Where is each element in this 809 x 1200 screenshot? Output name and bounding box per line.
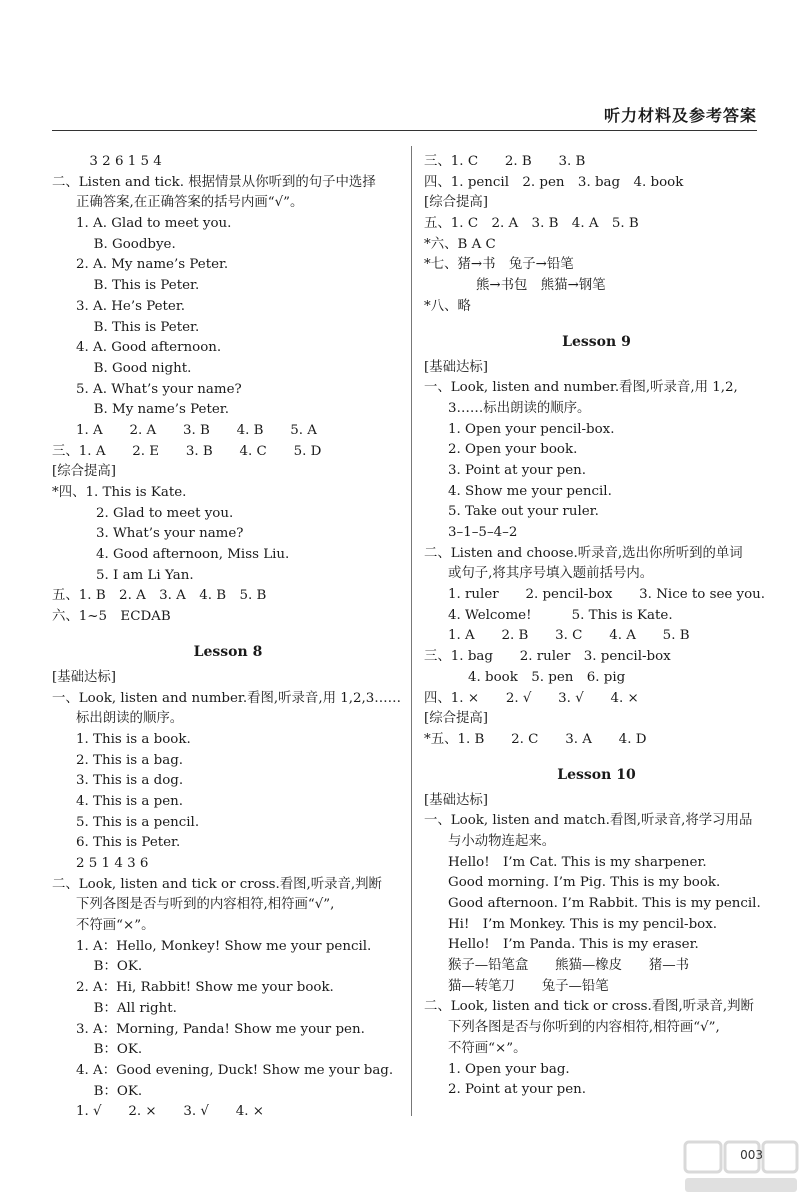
text-line: 三、1. C 2. B 3. B (424, 154, 586, 169)
text-line: 2. Glad to meet you. (96, 505, 234, 521)
text-line: 3. What’s your name? (96, 526, 244, 542)
text-line: 3 2 6 1 5 4 (76, 154, 162, 169)
text-line: B：All right. (76, 1000, 177, 1016)
text-line: Hello! I’m Cat. This is my sharpener. (448, 854, 707, 870)
text-line: *八、略 (424, 298, 471, 314)
text-line: 五、1. C 2. A 3. B 4. A 5. B (424, 216, 639, 232)
text-line: 三、1. A 2. E 3. B 4. C 5. D (52, 443, 322, 459)
column-divider (411, 146, 412, 1116)
text-line: 2. A：Hi, Rabbit! Show me your book. (76, 980, 334, 996)
text-line: [基础达标] (424, 359, 489, 375)
text-line: 2 5 1 4 3 6 (76, 856, 149, 871)
text-line: 三、1. bag 2. ruler 3. pencil-box (424, 649, 671, 665)
header-divider (52, 130, 757, 131)
text-line: B：OK. (76, 1042, 143, 1058)
text-line: 1. This is a book. (76, 731, 191, 747)
text-line: B. This is Peter. (76, 278, 200, 294)
text-line: 或句子,将其序号填入题前括号内。 (448, 566, 654, 582)
text-line: 猫—转笔刀 兔子—铅笔 (448, 978, 609, 994)
lesson-heading: Lesson 9 (562, 333, 631, 350)
text-line: 二、Listen and tick. 根据情景从你听到的句子中选择 (52, 174, 376, 190)
text-line: 正确答案,在正确答案的括号内画“√”。 (76, 195, 304, 211)
text-line: 六、1~5 ECDAB (52, 609, 171, 625)
text-line: 3. Point at your pen. (448, 462, 587, 478)
text-line: 不符画“×”。 (448, 1040, 527, 1056)
text-line: 四、1. × 2. √ 3. √ 4. × (424, 690, 639, 706)
right-column (424, 152, 769, 1101)
text-line: 3. A. He’s Peter. (76, 298, 186, 314)
text-line: *五、1. B 2. C 3. A 4. D (424, 731, 647, 747)
text-line: 二、Look, listen and tick or cross.看图,听录音,判断 (424, 999, 754, 1015)
watermark-logo (681, 1138, 801, 1196)
text-line: 熊→书包 熊猫→钢笔 (476, 278, 606, 294)
text-line: B：OK. (76, 959, 143, 975)
text-line: 与小动物连起来。 (448, 833, 556, 849)
text-line: Hi! I’m Monkey. This is my pencil-box. (448, 916, 718, 932)
text-line: 5. A. What’s your name? (76, 381, 242, 397)
text-line: 3……标出朗读的顺序。 (448, 400, 591, 416)
text-line: 4. A. Good afternoon. (76, 340, 222, 356)
text-line: B. This is Peter. (76, 319, 200, 335)
text-line: [综合提高] (424, 195, 489, 211)
lesson-heading: Lesson 10 (557, 766, 636, 783)
text-line: 下列各图是否与你听到的内容相符,相符画“√”, (448, 1020, 720, 1036)
text-line: B：OK. (76, 1083, 143, 1099)
text-line: 下列各图是否与听到的内容相符,相符画“√”, (76, 897, 335, 913)
text-line: 四、1. pencil 2. pen 3. bag 4. book (424, 174, 684, 190)
text-line: 4. Good afternoon, Miss Liu. (96, 547, 290, 563)
text-line: 6. This is Peter. (76, 835, 181, 851)
text-line: 3–1–5–4–2 (448, 525, 518, 540)
text-line: 一、Look, listen and match.看图,听录音,将学习用品 (424, 813, 753, 829)
text-line: 4. Show me your pencil. (448, 483, 612, 499)
text-line: B. Goodbye. (76, 236, 176, 252)
text-line: 2. A. My name’s Peter. (76, 257, 229, 273)
text-line: Good afternoon. I’m Rabbit. This is my pencil. (448, 896, 761, 911)
text-line: 5. This is a pencil. (76, 814, 200, 830)
text-line: 二、Look, listen and tick or cross.看图,听录音,判断 (52, 876, 382, 892)
text-line: 4. This is a pen. (76, 793, 184, 809)
text-line: 1. A：Hello, Monkey! Show me your pencil. (76, 938, 372, 954)
text-line: 1. √ 2. × 3. √ 4. × (76, 1104, 264, 1120)
text-line: 一、Look, listen and number.看图,听录音,用 1,2, (424, 380, 738, 396)
text-line: [基础达标] (424, 792, 489, 808)
text-line: B. My name’s Peter. (76, 402, 229, 418)
text-line: Good morning. I’m Pig. This is my book. (448, 875, 721, 891)
text-line: 1. A 2. A 3. B 4. B 5. A (76, 422, 317, 438)
text-line: [综合提高] (424, 711, 489, 727)
text-line: [基础达标] (52, 669, 117, 685)
text-line: 3. This is a dog. (76, 773, 184, 789)
text-line: 2. Open your book. (448, 442, 578, 458)
text-line: 5. Take out your ruler. (448, 504, 599, 520)
page-header-title: 听力材料及参考答案 (603, 106, 757, 125)
text-line: 标出朗读的顺序。 (76, 711, 184, 727)
lesson-heading: Lesson 8 (193, 643, 263, 660)
text-line: 5. I am Li Yan. (96, 567, 194, 583)
text-line: 2. This is a bag. (76, 752, 184, 768)
text-line: 1. A. Glad to meet you. (76, 216, 232, 232)
text-line: 3. A：Morning, Panda! Show me your pen. (76, 1021, 365, 1037)
text-line: 1. Open your pencil-box. (448, 421, 615, 437)
text-line: 二、Listen and choose.听录音,选出你所听到的单词 (424, 545, 743, 561)
text-line: 1. A 2. B 3. C 4. A 5. B (448, 628, 690, 644)
left-column (52, 152, 404, 1123)
text-line: *六、B A C (424, 236, 496, 252)
text-line: *七、猪→书 兔子→铅笔 (424, 257, 574, 273)
text-line: 2. Point at your pen. (448, 1082, 587, 1098)
text-line: 五、1. B 2. A 3. A 4. B 5. B (52, 588, 267, 604)
text-line: Hello! I’m Panda. This is my eraser. (448, 937, 699, 953)
text-line: 猴子—铅笔盒 熊猫—橡皮 猪—书 (448, 958, 690, 974)
text-line: 4. book 5. pen 6. pig (468, 669, 626, 685)
text-line: *四、1. This is Kate. (52, 485, 187, 500)
text-line: 1. ruler 2. pencil-box 3. Nice to see you. (448, 587, 766, 603)
text-line: B. Good night. (76, 360, 192, 376)
text-line: 一、Look, listen and number.看图,听录音,用 1,2,3…… (52, 690, 402, 706)
text-line: 不符画“×”。 (76, 918, 155, 934)
text-line: 1. Open your bag. (448, 1061, 570, 1077)
text-line: 4. A：Good evening, Duck! Show me your bag. (76, 1062, 394, 1078)
text-line: 4. Welcome! 5. This is Kate. (448, 607, 673, 623)
text-line: [综合提高] (52, 464, 117, 480)
page-number: 003 (740, 1148, 763, 1162)
